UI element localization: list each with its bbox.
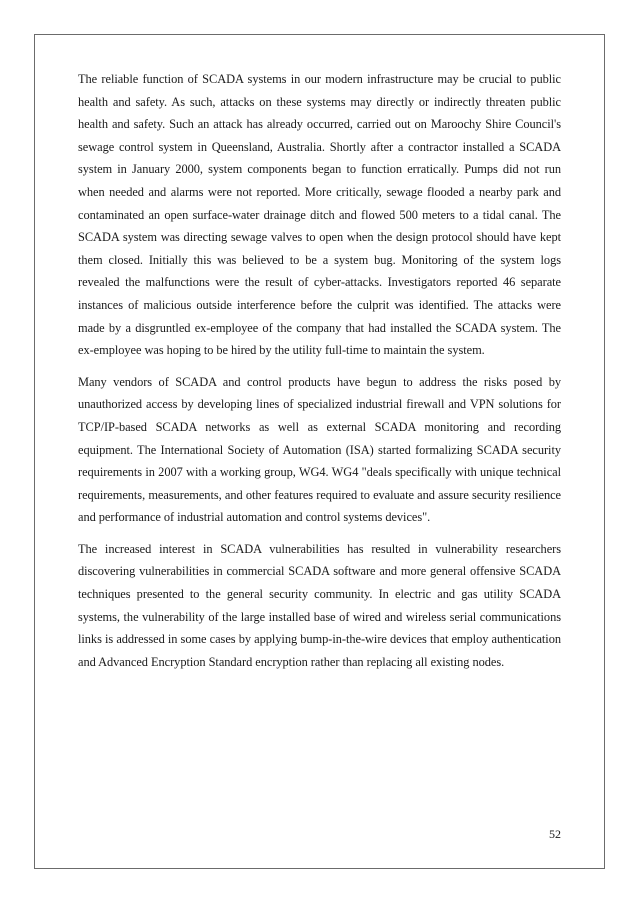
paragraph-vendor-solutions: Many vendors of SCADA and control products have begun to address the risks posed by unauthorized access by developing lines of specialized industrial firewall and VPN solutions for TCP/IP-based SCADA networks as well as external SCADA monitoring and recording equipment. The International Society of Automation (ISA) started formalizing SCADA security requirements in 2007 with a working group, WG4. WG4 "deals specifically with unique technical requirements, measurements, and other features required to evaluate and assure security resilience and performance of industrial automation and control systems devices".: [78, 374, 561, 525]
document-body: [78, 68, 561, 682]
paragraph-maroochy-attack: The reliable function of SCADA systems in our modern infrastructure may be crucial to public health and safety. As such, attacks on these systems may directly or indirectly threaten public health and safety. Such an attack has already occurred, carried out on Maroochy Shire Council's sewage control system in Queensland, Australia. Shortly after a contractor installed a SCADA system in January 2000, system components began to function erratically. Pumps did not run when needed and alarms were not reported. More critically, sewage flooded a nearby park and contaminated an open surface-water drainage ditch and flowed 500 meters to a tidal canal. The SCADA system was directing sewage valves to open when the design protocol should have kept them closed. Initially this was believed to be a system bug. Monitoring of the system logs revealed the malfunctions were the result of cyber-attacks. Investigators reported 46 separate instances of malicious outside interference before the culprit was identified. The attacks were made by a disgruntled ex-employee of the company that had installed the SCADA system. The ex-employee was hoping to be hired by the utility full-time to maintain the system.: [78, 72, 561, 358]
paragraph-vulnerability-research: The increased interest in SCADA vulnerabilities has resulted in vulnerability researchers discovering vulnerabilities in commercial SCADA software and more general offensive SCADA techniques presented to the general security community. In electric and gas utility SCADA systems, the vulnerability of the large installed base of wired and wireless serial communications links is addressed in some cases by applying bump-in-the-wire devices that employ authentication and Advanced Encryption Standard encryption rather than replacing all existing nodes.: [78, 541, 561, 669]
page-number: 52: [549, 827, 561, 841]
